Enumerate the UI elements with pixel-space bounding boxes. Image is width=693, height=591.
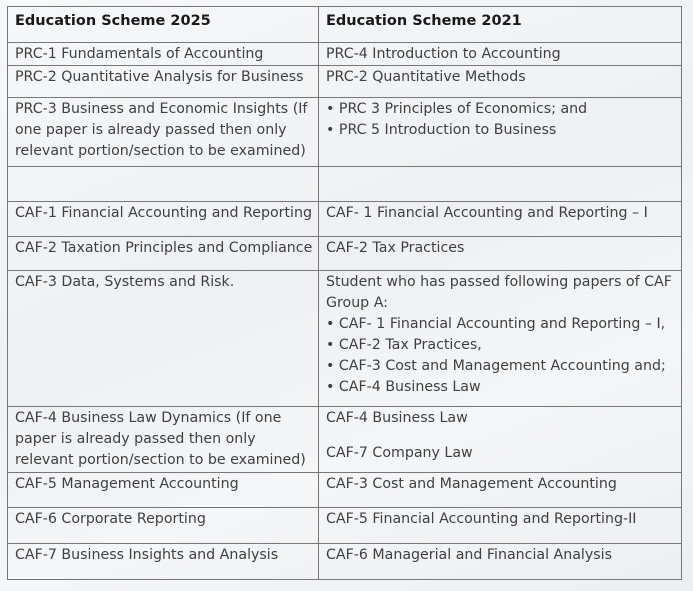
- cell-2021: CAF-2 Tax Practices: [319, 237, 682, 271]
- bullet-item: • PRC 3 Principles of Economics; and: [326, 99, 681, 120]
- cell-2021: [319, 167, 682, 202]
- table-row: [8, 237, 682, 271]
- cell-2025: CAF-7 Business Insights and Analysis: [8, 544, 319, 580]
- table-row: [8, 544, 682, 580]
- bullet-item: • CAF-4 Business Law: [326, 377, 681, 398]
- cell-2021: CAF-3 Cost and Management Accounting: [319, 473, 682, 508]
- bullet-item: • CAF-3 Cost and Management Accounting and;: [326, 356, 681, 377]
- cell-2025: CAF-1 Financial Accounting and Reporting: [8, 202, 319, 237]
- bullet-item: • CAF- 1 Financial Accounting and Reporting – I,: [326, 314, 681, 335]
- cell-line: CAF-4 Business Law: [326, 410, 468, 426]
- cell-2025: CAF-2 Taxation Principles and Compliance: [8, 237, 319, 271]
- table-row: [8, 473, 682, 508]
- table-row: [8, 407, 682, 473]
- table-row-empty: [8, 167, 682, 202]
- cell-2021: CAF-6 Managerial and Financial Analysis: [319, 544, 682, 580]
- table-row: [8, 202, 682, 237]
- bullet-item: • CAF-2 Tax Practices,: [326, 335, 681, 356]
- header-row: [8, 7, 682, 43]
- table-row: [8, 508, 682, 544]
- table-row: [8, 98, 682, 167]
- cell-2021: PRC-4 Introduction to Accounting: [319, 43, 682, 66]
- cell-2021: CAF-5 Financial Accounting and Reporting-II: [319, 508, 682, 544]
- table-row: [8, 43, 682, 66]
- cell-2025: PRC-3 Business and Economic Insights (If one paper is already passed then only relevant portion/section to be examined): [8, 98, 319, 167]
- cell-2025: [8, 167, 319, 202]
- cell-2025: CAF-5 Management Accounting: [8, 473, 319, 508]
- table-row: [8, 271, 682, 407]
- table-row: [8, 66, 682, 98]
- cell-line: CAF-7 Company Law: [326, 445, 473, 461]
- cell-intro: Student who has passed following papers of CAF Group A:: [326, 274, 672, 311]
- cell-2021: [319, 98, 682, 167]
- cell-2025: CAF-3 Data, Systems and Risk.: [8, 271, 319, 407]
- cell-2025: CAF-6 Corporate Reporting: [8, 508, 319, 544]
- cell-2025: PRC-1 Fundamentals of Accounting: [8, 43, 319, 66]
- cell-2021: CAF- 1 Financial Accounting and Reporting – I: [319, 202, 682, 237]
- bullet-item: • PRC 5 Introduction to Business: [326, 120, 681, 141]
- cell-2021: [319, 271, 682, 407]
- cell-2021: PRC-2 Quantitative Methods: [319, 66, 682, 98]
- cell-2021: [319, 407, 682, 473]
- cell-2025: PRC-2 Quantitative Analysis for Business: [8, 66, 319, 98]
- scheme-comparison-table: [7, 6, 682, 580]
- header-2025: Education Scheme 2025: [8, 7, 319, 43]
- cell-2025: CAF-4 Business Law Dynamics (If one paper is already passed then only relevant portion/section to be examined): [8, 407, 319, 473]
- header-2021: Education Scheme 2021: [319, 7, 682, 43]
